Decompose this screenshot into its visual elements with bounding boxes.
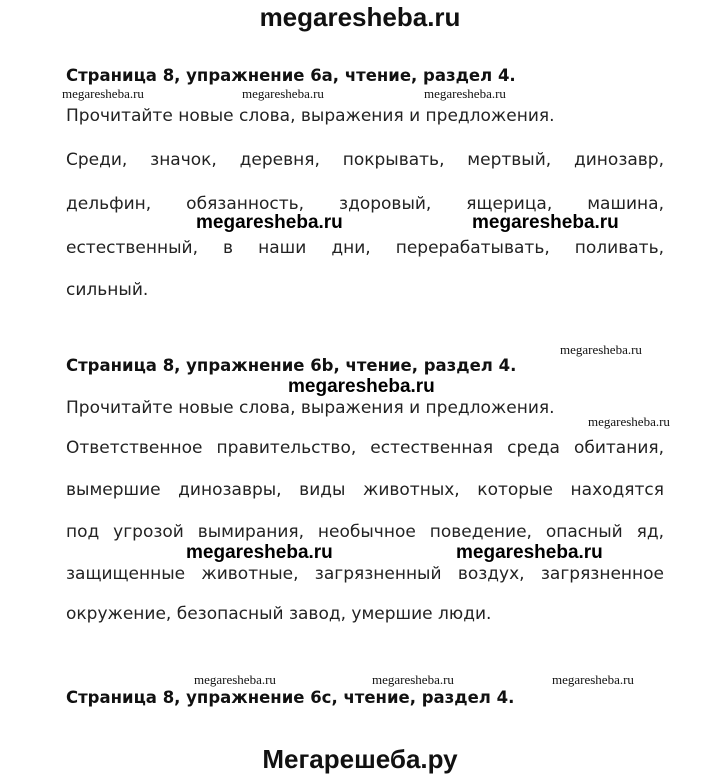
watermark-large: megaresheba.ru <box>196 212 343 233</box>
site-header-title: megaresheba.ru <box>259 2 461 32</box>
section-b-line: вымершие динозавры, виды животных, которые находятся <box>66 480 664 500</box>
section-b-word-list <box>66 438 664 624</box>
watermark-small: megaresheba.ru <box>560 342 642 357</box>
watermark-large: megaresheba.ru <box>456 542 603 563</box>
watermark-small: megaresheba.ru <box>588 414 670 429</box>
section-c-heading: Страница 8, упражнение 6c, чтение, раздел 4. <box>66 688 515 707</box>
section-b-heading: Страница 8, упражнение 6b, чтение, раздел 4. <box>66 356 517 375</box>
section-b-intro: Прочитайте новые слова, выражения и предложения. <box>66 398 555 418</box>
section-a-line: дельфин, обязанность, здоровый, ящерица, машина, <box>66 194 664 214</box>
section-a-line: сильный. <box>66 280 149 300</box>
section-b-line: Ответственное правительство, естественная среда обитания, <box>66 438 664 458</box>
watermark-small: megaresheba.ru <box>242 86 324 101</box>
section-b-line: окружение, безопасный завод, умершие люди. <box>66 604 492 624</box>
section-a-intro: Прочитайте новые слова, выражения и предложения. <box>66 106 555 126</box>
section-b-line: под угрозой вымирания, необычное поведение, опасный яд, <box>66 522 664 542</box>
watermark-large: megaresheba.ru <box>472 212 619 233</box>
site-footer-title: Мегарешеба.ру <box>262 744 458 774</box>
watermark-large: megaresheba.ru <box>186 542 333 563</box>
watermark-small: megaresheba.ru <box>424 86 506 101</box>
watermark-small: megaresheba.ru <box>552 672 634 687</box>
section-a-line: Среди, значок, деревня, покрывать, мертвый, динозавр, <box>66 150 664 170</box>
watermark-small: megaresheba.ru <box>62 86 144 101</box>
section-a-heading: Страница 8, упражнение 6a, чтение, раздел 4. <box>66 66 516 85</box>
section-b-line: защищенные животные, загрязненный воздух, загрязненное <box>66 564 664 584</box>
watermark-small: megaresheba.ru <box>372 672 454 687</box>
section-a-line: естественный, в наши дни, перерабатывать, поливать, <box>66 238 664 258</box>
watermark-small: megaresheba.ru <box>194 672 276 687</box>
watermark-large: megaresheba.ru <box>288 376 435 397</box>
